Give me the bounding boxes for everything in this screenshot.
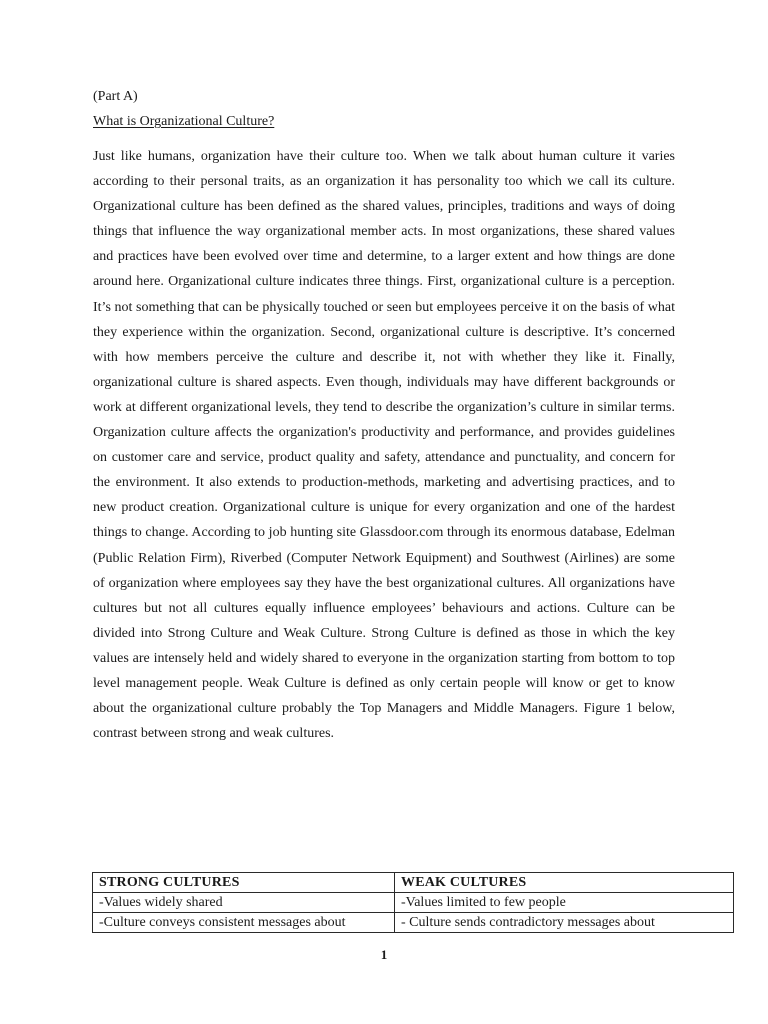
table-cell: -Values limited to few people [395,893,734,913]
table-header-weak: WEAK CULTURES [395,873,734,893]
page-number: 1 [380,947,388,962]
culture-comparison-table [92,872,734,933]
table-cell: -Values widely shared [93,893,395,913]
table-row [93,913,734,933]
section-heading: What is Organizational Culture? [93,114,275,129]
table-header-strong: STRONG CULTURES [93,873,395,893]
table-cell: - Culture sends contradictory messages about [395,913,734,933]
table-cell: -Culture conveys consistent messages about [93,913,395,933]
body-paragraph: Just like humans, organization have their culture too. When we talk about human culture it varies according to their personal traits, as an organization it has personality too which we call its culture. Organizational culture has been defined as the shared values, principles, traditions and ways of doing things that influence the way organizational member acts. In most organizations, these shared values and practices have been evolved over time and determine, to a larger extent and how things are done around here. Organizational culture indicates three things. First, organizational culture is a perception. It’s not something that can be physically touched or seen but employees perceive it on the basis of what they experience within the organization. Second, organizational culture is descriptive. It’s concerned with how members perceive the culture and describe it, not with whether they like it. Finally, organizational culture is shared aspects. Even though, individuals may have different backgrounds or work at different organizational levels, they tend to describe the organization’s culture in similar terms. Organization culture affects the organization's productivity and performance, and provides guidelines on customer care and service, product quality and safety, attendance and punctuality, and concern for the environment. It also extends to production-methods, marketing and advertising practices, and to new product creation. Organizational culture is unique for every organization and one of the hardest things to change. According to job hunting site Glassdoor.com through its enormous database, Edelman (Public Relation Firm), Riverbed (Computer Network Equipment) and Southwest (Airlines) are some of organization where employees say they have the best organizational cultures. All organizations have cultures but not all cultures equally influence employees’ behaviours and actions. Culture can be divided into Strong Culture and Weak Culture. Strong Culture is defined as those in which the key values are intensely held and widely shared to everyone in the organization starting from bottom to top level management people. Weak Culture is defined as only certain people will know or get to know about the organizational culture probably the Top Managers and Middle Managers. Figure 1 below, contrast between strong and weak cultures. [93,149,675,742]
table-header-row [93,873,734,893]
table-row [93,893,734,913]
part-label: (Part A) [93,89,138,104]
